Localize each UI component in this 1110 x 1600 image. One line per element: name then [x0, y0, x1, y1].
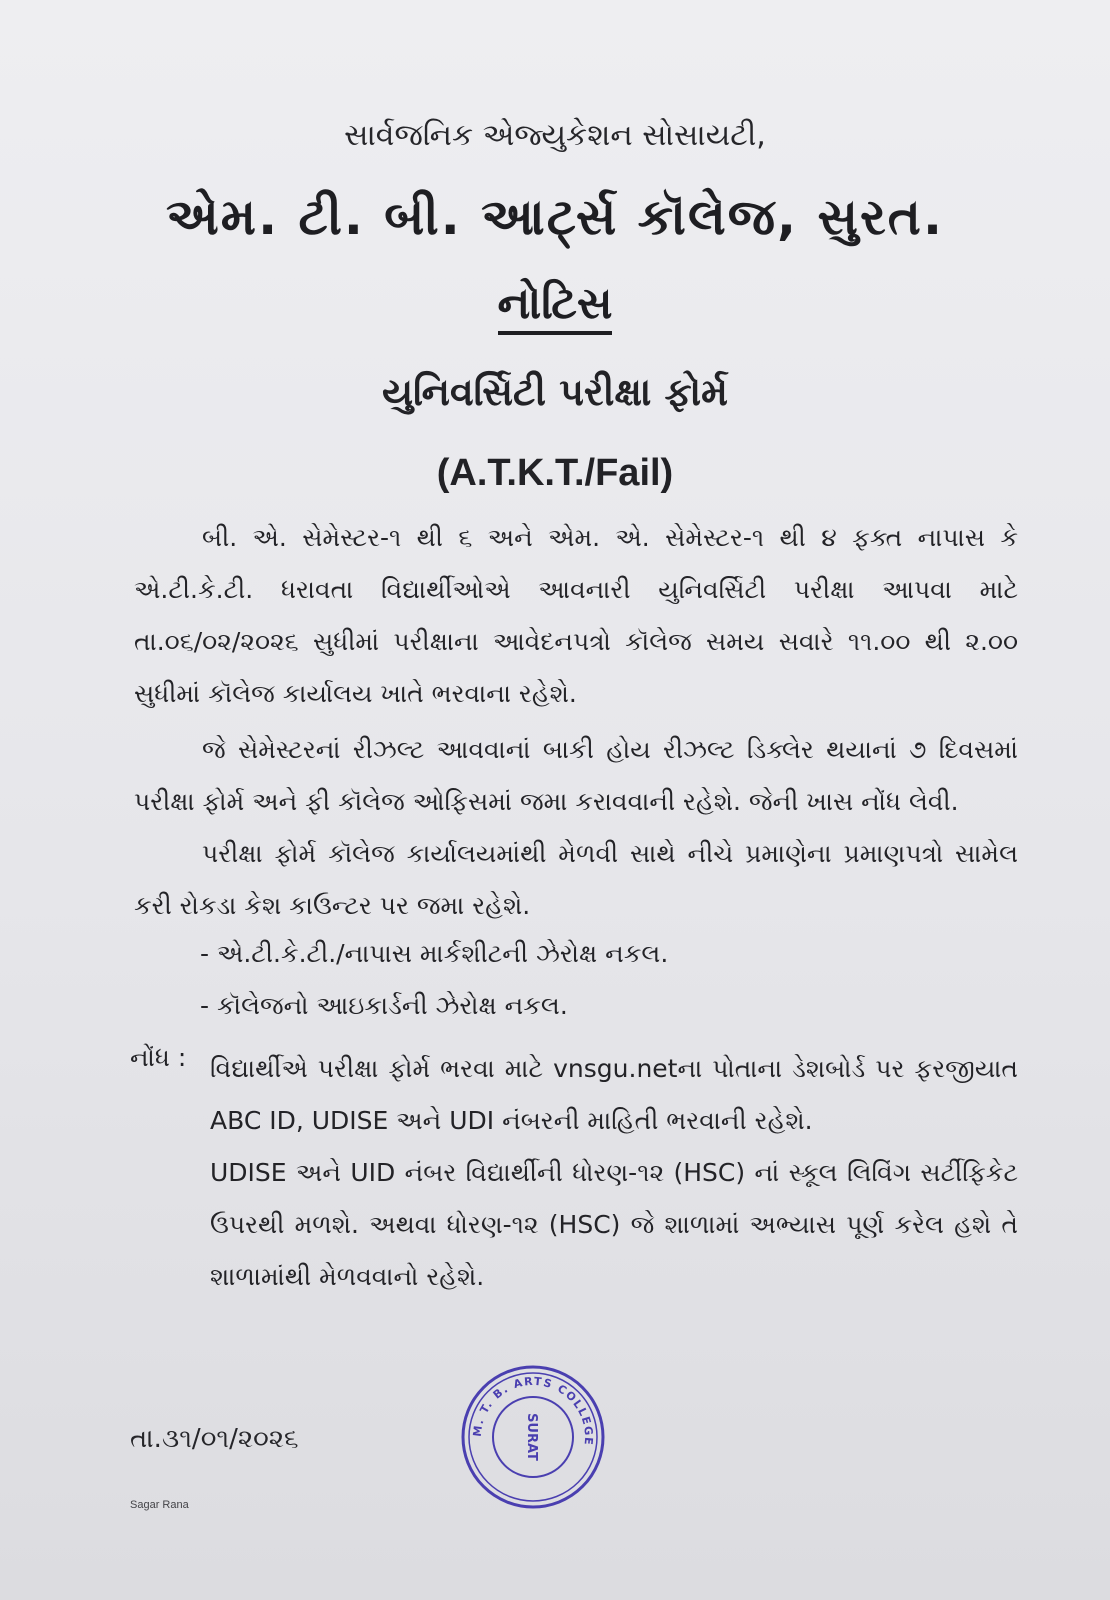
society-name: સાર્વજનિક એજ્યુકેશન સોસાયટી,	[344, 118, 766, 153]
college-name: એમ. ટી. બી. આર્ટ્સ કૉલેજ, સુરત.	[166, 188, 944, 246]
exam-type: (A.T.K.T./Fail)	[436, 452, 674, 494]
college-seal-stamp	[458, 1362, 608, 1512]
seal-ring-text: M. T. B. ARTS COLLEGE	[470, 1374, 596, 1447]
notice-heading-text: નોટિસ	[498, 278, 613, 335]
notice-date: તા.૩૧/૦૧/૨૦૨૬	[130, 1424, 299, 1454]
exam-form-title: યુનિવર્સિટી પરીક્ષા ફોર્મ	[381, 370, 729, 414]
document-item-idcard: - કૉલેજનો આઇકાર્ડની ઝેરોક્ષ નકલ.	[200, 991, 568, 1020]
paragraph-documents: પરીક્ષા ફોર્મ કૉલેજ કાર્યાલયમાંથી મેળવી સાથે નીચે પ્રમાણેના પ્રમાણપત્રો સામેલ કરી રોકડા કેશ કાઉન્ટર પર જમા રહેશે.	[134, 839, 1018, 920]
note-abc-id: વિદ્યાર્થીએ પરીક્ષા ફોર્મ ભરવા માટે vnsgu.netના પોતાના ડેશબોર્ડ પર ફરજીયાત ABC ID, UDISE અને UDI નંબરની માહિતી ભરવાની રહેશે.	[210, 1054, 1018, 1135]
note-udise: UDISE અને UID નંબર વિદ્યાર્થીની ધોરણ-૧૨ (HSC) નાં સ્કૂલ લિવિંગ સર્ટીફિકેટ ઉપરથી મળશે. અથવા ધોરણ-૧૨ (HSC) જે શાળામાં અભ્યાસ પૂર્ણ કરેલ હશે તે શાળામાંથી મેળવવાનો રહેશે.	[210, 1158, 1018, 1291]
seal-center-text: SURAT	[524, 1413, 539, 1461]
paragraph-eligibility: બી. એ. સેમેસ્ટર-૧ થી ૬ અને એમ. એ. સેમેસ્ટર-૧ થી ૪ ફક્ત નાપાસ કે એ.ટી.કે.ટી. ધરાવતા વિદ્યાર્થીઓએ આવનારી યુનિવર્સિટી પરીક્ષા આપવા માટે તા.૦૬/૦૨/૨૦૨૬ સુધીમાં પરીક્ષાના આવેદનપત્રો કૉલેજ સમય સવારે ૧૧.૦૦ થી ૨.૦૦ સુધીમાં કૉલેજ કાર્યાલય ખાતે ભરવાના રહેશે.	[134, 523, 1018, 708]
notice-heading	[0, 278, 1110, 329]
paragraph-pending-results: જે સેમેસ્ટરનાં રીઝલ્ટ આવવાનાં બાકી હોય રીઝલ્ટ ડિક્લેર થયાનાં ૭ દિવસમાં પરીક્ષા ફોર્મ અને ફી કૉલેજ ઓફિસમાં જમા કરાવવાની રહેશે. જેની ખાસ નોંધ લેવી.	[134, 735, 1018, 816]
note-label: નોંધ :	[130, 1043, 187, 1072]
signature-name: Sagar Rana	[130, 1499, 189, 1511]
document-item-marksheet: - એ.ટી.કે.ટી./નાપાસ માર્કશીટની ઝેરોક્ષ નકલ.	[200, 939, 669, 968]
